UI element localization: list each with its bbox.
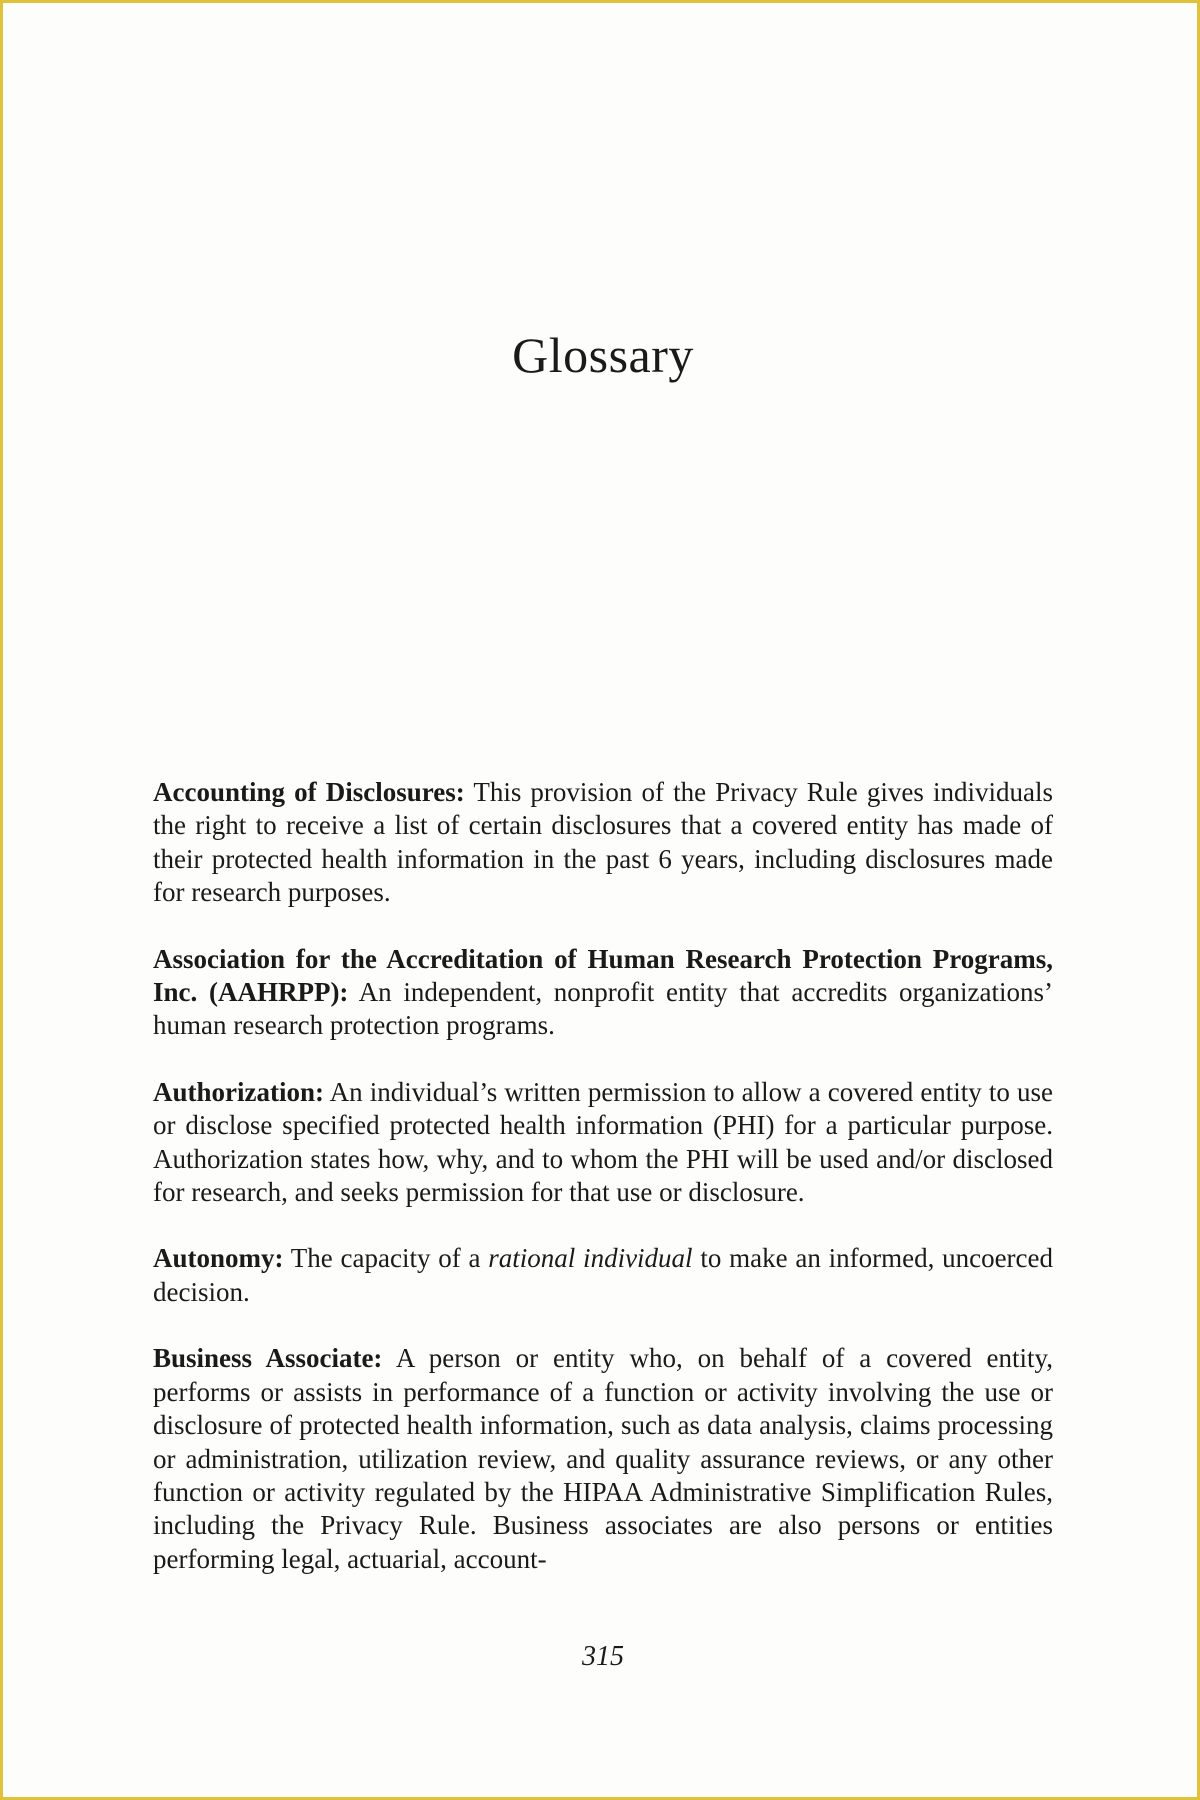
glossary-definition: An individual’s written permission to allow a covered entity to use or disclose specified protected health information (PHI) for a particular purpose. Authorization states how, why, and to whom the PHI will be used and/or disclosed for research, and seeks permission for that use or disclosure. bbox=[153, 1076, 1053, 1208]
glossary-term: Autonomy: bbox=[153, 1243, 284, 1274]
glossary-entry bbox=[153, 1076, 1053, 1210]
page-title: Glossary bbox=[512, 327, 694, 383]
glossary-term: Authorization: bbox=[153, 1076, 324, 1107]
glossary-definition: This provision of the Privacy Rule gives individuals the right to receive a list of certain disclosures that a covered entity has made of their protected health information in the past 6 years, including disclosures made for research purposes. bbox=[153, 777, 1053, 908]
glossary-entry bbox=[153, 776, 1053, 910]
glossary-definition-text: The capacity of a bbox=[290, 1243, 481, 1274]
glossary-definition: A person or entity who, on behalf of a covered entity, performs or assists in performance of a function or activity involving the use or disclosure of protected health information, such as data analysis, claims processing or administration, utilization review, and quality assurance reviews, or any other function or activity regulated by the HIPAA Administrative Simplification Rules, including the Privacy Rule. Business associates are also persons or entities performing legal, actuarial, account- bbox=[153, 1343, 1053, 1574]
glossary-entry bbox=[153, 943, 1053, 1043]
glossary-entry bbox=[153, 1342, 1053, 1576]
glossary-definition: An independent, nonprofit entity that accredits organizations’ human research protection programs. bbox=[153, 977, 1054, 1041]
glossary-definition-text: to make an informed, uncoerced decision. bbox=[153, 1243, 1054, 1307]
glossary-definition-emphasis: rational individual bbox=[488, 1243, 693, 1274]
glossary-term: Association for the Accreditation of Human Research Protection Programs, Inc. (AAHRPP): bbox=[153, 943, 1053, 1008]
page-number: 315 bbox=[582, 1641, 624, 1672]
glossary-entry bbox=[153, 1242, 1053, 1309]
glossary-term: Accounting of Disclosures: bbox=[153, 777, 465, 807]
glossary-term: Business Associate: bbox=[153, 1343, 383, 1374]
glossary-list bbox=[153, 776, 1053, 1609]
